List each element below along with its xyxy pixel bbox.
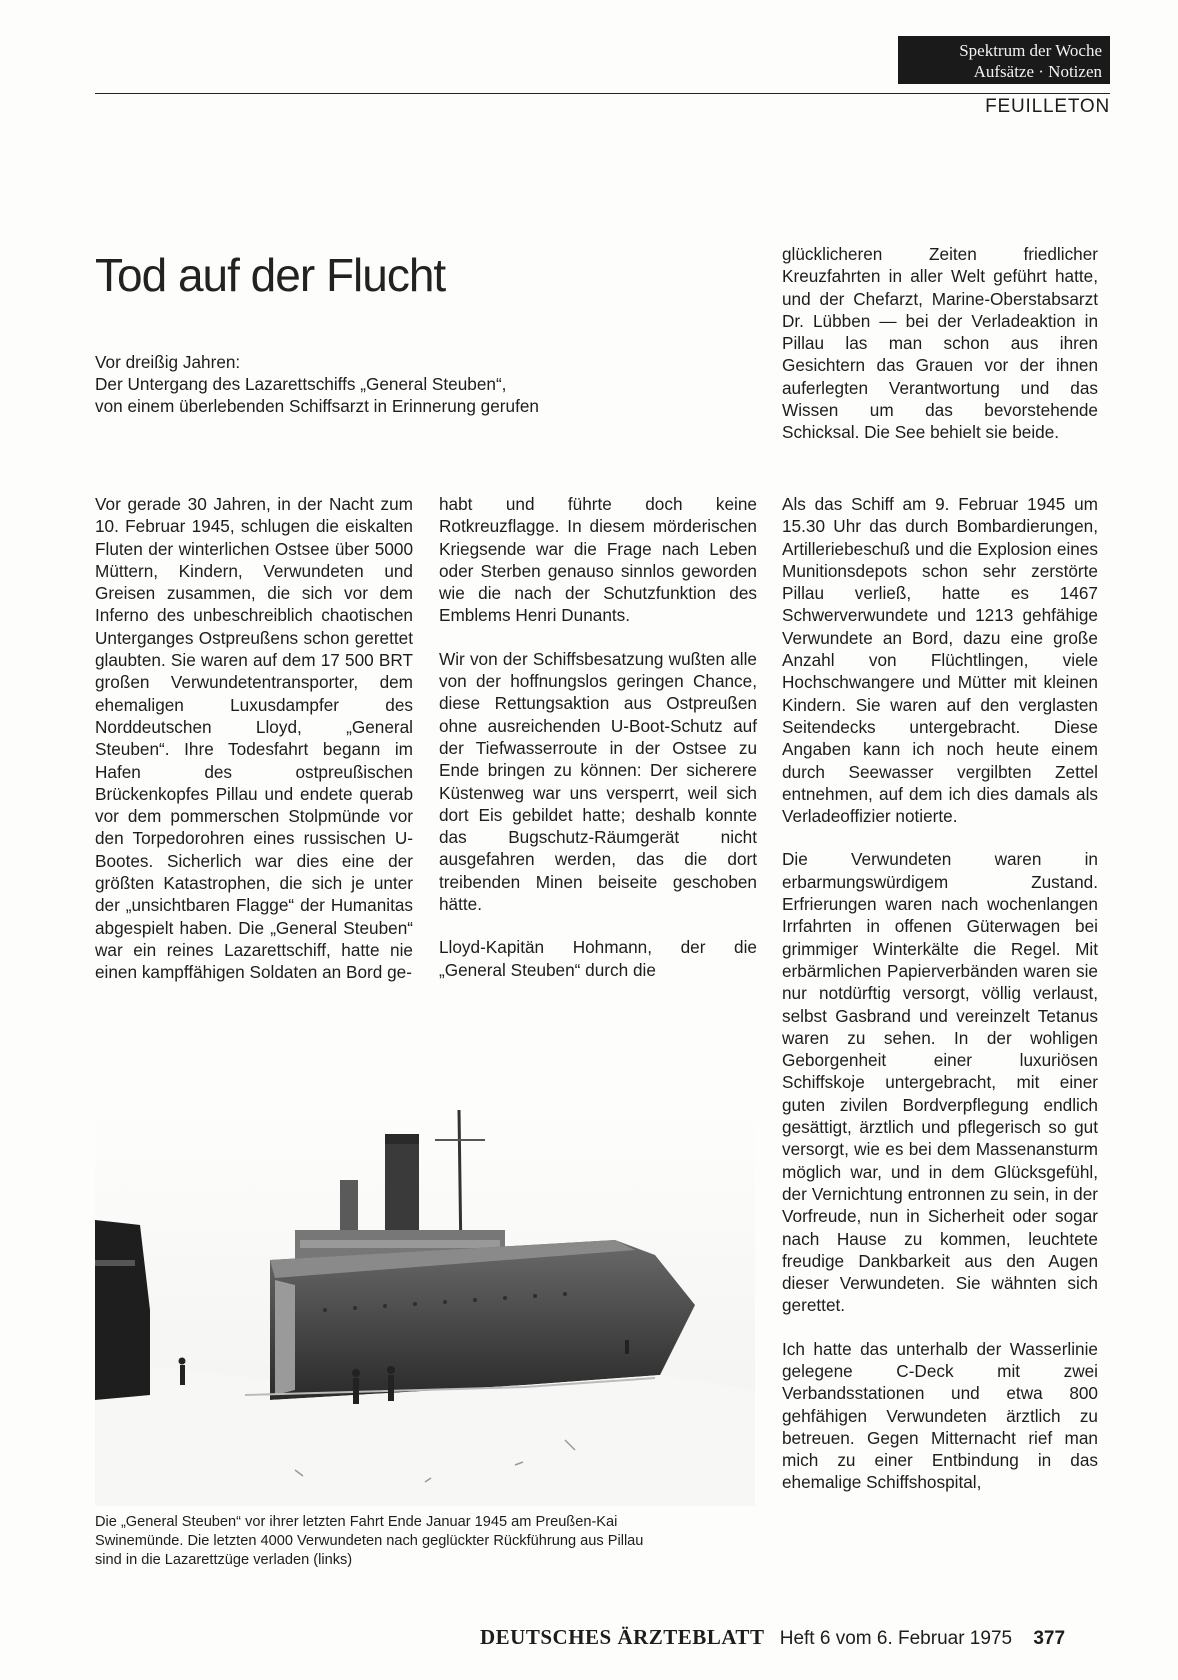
masthead: DEUTSCHES ÄRZTEBLATT bbox=[480, 1625, 765, 1649]
caption-line: sind in die Lazarettzüge verladen (links) bbox=[95, 1552, 353, 1568]
header-rule bbox=[95, 93, 1110, 94]
column-3-top bbox=[782, 243, 1098, 465]
paragraph: glücklicheren Zeiten friedlicher Kreuzfahrten in aller Welt geführt hatte, und der Chefarzt, Marine-Oberstabsarzt Dr. Lübben — bei der Verladeaktion in Pillau las man schon aus ihren Gesichtern das Grauen vor der ihnen auferlegten Verantwortung und das Wissen um das bevorstehende Schicksal. Die See behielt sie beide. bbox=[782, 244, 1098, 443]
paragraph: Die Verwundeten waren in erbarmungswürdigem Zustand. Erfrierungen waren nach wochenlangen Irrfahrten in offenen Güterwagen bei grimmiger Winterkälte die Regel. Mit erbärmlichen Papierverbänden waren sie nur notdürftig versorgt, völlig verlaust, selbst Gasbrand und vereinzelt Tetanus waren zu sehen. In der wohligen Geborgenheit einer luxuriösen Schiffskoje untergebracht, mit einer guten zivilen Bordverpflegung endlich gesättigt, ärztlich und pflegerisch so gut versorgt, wie es bei dem Massenansturm möglich war, und in dem Glücksgefühl, der Vernichtung entronnen zu sein, in der Vorfreude, nun in Sicherheit oder sogar nach Hause zu kommen, leuchtete freudige Dankbarkeit aus den Augen dieser Verwundeten. Sie wähnten sich gerettet. bbox=[782, 849, 1098, 1316]
photo-caption bbox=[95, 1513, 775, 1570]
column-3 bbox=[782, 493, 1098, 1515]
paragraph: Als das Schiff am 9. Februar 1945 um 15.30 Uhr das durch Bombardierungen, Artilleriebeschuß und die Explosion eines Munitionsdepots schon sehr zerstörte Pillau verließ, hatte es 1467 Schwerverwundete und 1213 gehfähige Verwundete an Bord, dazu eine große Anzahl von Flüchtlingen, viele Hochschwangere und Mütter mit kleinen Kindern. Sie waren auf den verglasten Seitendecks untergebracht. Diese Angaben kann ich noch heute einem durch Seewasser vergilbten Zettel entnehmen, auf dem ich dies damals als Verladeoffizier notierte. bbox=[782, 494, 1098, 827]
article-title: Tod auf der Flucht bbox=[95, 249, 446, 301]
paragraph: Wir von der Schiffsbesatzung wußten alle von der hoffnungslos geringen Chance, diese Rettungsaktion aus Ostpreußen ohne ausreichenden U-Boot-Schutz auf der Tiefwasserroute in der Ostsee zu Ende bringen zu können: Der sicherere Küstenweg war uns versperrt, weil sich dort Eis gebildet hatte; deshalb konnte das Bugschutz-Räumgerät nicht ausgefahren werden, das die dort treibenden Minen beiseite geschoben hätte. bbox=[439, 648, 757, 915]
paragraph: habt und führte doch keine Rotkreuzflagge. In diesem mörderischen Kriegsende war die Frage nach Leben oder Sterben genauso sinnlos geworden wie die nach der Schutzfunktion des Emblems Henri Dunants. bbox=[439, 494, 757, 626]
article-subtitle bbox=[95, 351, 539, 417]
section-badge bbox=[898, 36, 1110, 84]
caption-line: Swinemünde. Die letzten 4000 Verwundeten nach geglückter Rückführung aus Pillau bbox=[95, 1533, 644, 1549]
paragraph: Ich hatte das unterhalb der Wasserlinie gelegene C-Deck mit zwei Verbandsstationen und etwa 800 gehfähigen Verwundeten ärztlich zu betreuen. Gegen Mitternacht rief man mich zu einer Entbindung in das ehemalige Schiffshospital, bbox=[782, 1338, 1098, 1493]
ship-photo bbox=[95, 1110, 755, 1506]
section-label: FEUILLETON bbox=[985, 96, 1110, 117]
column-1 bbox=[95, 493, 413, 1005]
paragraph: Lloyd-Kapitän Hohmann, der die „General Steuben“ durch die bbox=[439, 937, 757, 980]
caption-line: Die „General Steuben“ vor ihrer letzten Fahrt Ende Januar 1945 am Preußen-Kai bbox=[95, 1514, 618, 1530]
paragraph: Vor gerade 30 Jahren, in der Nacht zum 10. Februar 1945, schlugen die eiskalten Fluten der winterlichen Ostsee über 5000 Müttern, Kindern, Verwundeten und Greisen zusammen, die sich vor dem Inferno des unbeschreiblich chaotischen Unterganges Ostpreußens schon gerettet glaubten. Sie waren auf dem 17 500 BRT großen Verwundetentransporter, dem ehemaligen Luxusdampfer des Norddeutschen Lloyd, „General Steuben“. Ihre Todesfahrt begann im Hafen des ostpreußischen Brückenkopfes Pillau und endete querab vor dem pommerschen Stolpmünde vor den Torpedorohren eines russischen U-Bootes. Sicherlich war dies eine der größten Katastrophen, die sich je unter der „unsichtbaren Flagge“ der Humanitas abgespielt haben. Die „General Steuben“ war ein reines Lazarettschiff, hatte nie einen kampffähigen Soldaten an Bord ge- bbox=[95, 494, 413, 983]
column-2 bbox=[439, 493, 757, 1002]
page-number: 377 bbox=[1033, 1628, 1066, 1649]
subtitle-line: Der Untergang des Lazarettschiffs „General Steuben“, bbox=[95, 374, 507, 394]
issue-info: Heft 6 vom 6. Februar 1975 bbox=[779, 1628, 1013, 1649]
badge-line-1: Spektrum der Woche bbox=[959, 41, 1102, 60]
subtitle-line: von einem überlebenden Schiffsarzt in Erinnerung gerufen bbox=[95, 396, 539, 416]
subtitle-line: Vor dreißig Jahren: bbox=[95, 352, 241, 372]
badge-line-2: Aufsätze · Notizen bbox=[973, 62, 1102, 81]
page-footer bbox=[480, 1625, 1065, 1650]
